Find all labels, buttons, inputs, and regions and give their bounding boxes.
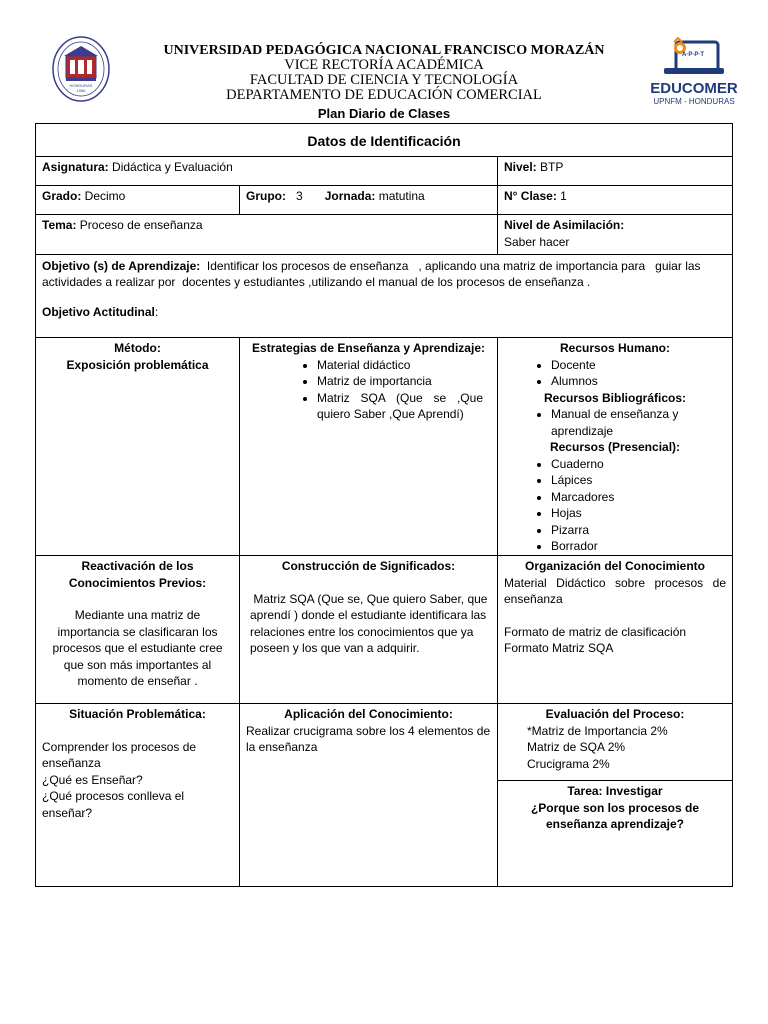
university-name: UNIVERSIDAD PEDAGÓGICA NACIONAL FRANCISCO MORAZÁN (163, 43, 605, 58)
logo-badge-text: A·P·P·T (682, 52, 704, 58)
metodo-cell (35, 337, 240, 556)
estrategia-item: • Material didáctico (317, 357, 483, 374)
recursos-humano-label: Recursos Humano: (559, 341, 671, 355)
asignatura-cell (35, 156, 498, 186)
situacion-text: Comprender los procesos de enseñanza (42, 739, 197, 770)
seal-text-year: 1956 (76, 88, 86, 93)
situacion-question-2: ¿Qué procesos conlleva el enseñar? (42, 789, 185, 820)
vice-rectoria: VICE RECTORÍA ACADÉMICA (284, 57, 484, 73)
grupo-label: Grupo: (246, 189, 286, 203)
metodo-value: Exposición problemática (66, 357, 209, 372)
reactivacion-text: Mediante una matriz de importancia se clasificaran los procesos que el estudiante cree que son más importantes al momento de enseñar . (52, 608, 223, 688)
tema-value: Proceso de enseñanza (76, 218, 203, 232)
nivel-label: Nivel: (504, 160, 537, 174)
organizacion-text-2: Formato de matriz de clasificación (504, 624, 687, 639)
asignatura-value: Didáctica y Evaluación (108, 160, 233, 174)
evaluacion-label: Evaluación del Proceso: (545, 707, 685, 721)
tarea-label: Tarea: Investigar (567, 784, 663, 798)
jornada-value: matutina (375, 189, 425, 203)
jornada-label: Jornada: (324, 189, 376, 203)
recursos-cell (497, 337, 733, 556)
nivel-cell (497, 156, 733, 186)
aplicacion-cell (239, 703, 498, 887)
metodo-label: Método: (114, 341, 161, 355)
objetivo-aprendizaje-label: Objetivo (s) de Aprendizaje: (42, 259, 201, 273)
recurso-item: • Borrador (551, 538, 726, 555)
tarea-cell (497, 780, 733, 887)
construccion-text: Matriz SQA (Que se, Que quiero Saber, que aprendí ) donde el estudiante identificara las relaciones entre los conocimientos que ya poseen y los que van a adquirir. (250, 591, 491, 655)
organizacion-cell (497, 555, 733, 704)
clase-cell (497, 185, 733, 215)
department-name: DEPARTAMENTO DE EDUCACIÓN COMERCIAL (226, 87, 542, 103)
situacion-question-1: ¿Qué es Enseñar? (42, 772, 143, 787)
plan-title: Plan Diario de Clases (317, 106, 451, 121)
objetivo-aprendizaje-value: Identificar los procesos de enseñanza , aplicando una matriz de importancia para guiar las actividades a realizar por docentes y estudiantes ,utilizando el manual de los procesos de enseñanza . (42, 259, 704, 289)
tarea-text: ¿Porque son los procesos de enseñanza aprendizaje? (530, 800, 700, 831)
aplicacion-text: Realizar crucigrama sobre los 4 elementos de la enseñanza (246, 723, 491, 754)
nivel-value: BTP (536, 160, 564, 174)
evaluacion-cell (497, 703, 733, 781)
situacion-cell (35, 703, 240, 887)
objetivo-actitudinal-colon: : (154, 305, 159, 319)
recursos-presencial-label: Recursos (Presencial): (549, 440, 681, 454)
construccion-label: Construcción de Significados: (281, 559, 456, 573)
recurso-item: • Pizarra (551, 522, 726, 539)
evaluacion-item: Crucigrama 2% (527, 756, 610, 771)
tema-label: Tema: (42, 218, 77, 232)
construccion-cell (239, 555, 498, 704)
recurso-item: • Alumnos (551, 373, 726, 390)
recurso-item: • Cuaderno (551, 456, 726, 473)
estrategias-label: Estrategias de Enseñanza y Aprendizaje: (252, 341, 485, 355)
recurso-item: • Marcadores (551, 489, 726, 506)
grado-cell (35, 185, 240, 215)
reactivacion-cell (35, 555, 240, 704)
objetivos-cell (35, 254, 733, 338)
reactivacion-label: Reactivación de los Conocimientos Previos: (68, 559, 207, 590)
asimilacion-label: Nivel de Asimilación: (504, 218, 625, 232)
recurso-item: • Manual de enseñanza y aprendizaje (551, 406, 726, 439)
objetivo-actitudinal-label: Objetivo Actitudinal (42, 305, 155, 319)
logo-name: EDUCOMER (650, 80, 738, 97)
evaluacion-item: *Matriz de Importancia 2% (527, 723, 668, 738)
situacion-label: Situación Problemática: (69, 707, 206, 721)
organizacion-label: Organización del Conocimiento (524, 559, 706, 573)
estrategias-cell (239, 337, 498, 556)
tema-cell (35, 214, 498, 255)
asimilacion-value: Saber hacer (504, 234, 570, 249)
organizacion-text-1: Material Didáctico sobre procesos de enseñanza (504, 575, 726, 606)
recurso-item: • Docente (551, 357, 726, 374)
estrategia-item: • Matriz SQA (Que se ,Que quiero Saber ,Que Aprendí) (317, 390, 483, 423)
grado-label: Grado: (42, 189, 82, 203)
seal-text-honduras: HONDURAS (69, 83, 93, 88)
aplicacion-label: Aplicación del Conocimiento: (284, 707, 453, 721)
grado-value: Decimo (81, 189, 126, 203)
asignatura-label: Asignatura: (42, 160, 109, 174)
evaluacion-item: Matriz de SQA 2% (527, 740, 626, 754)
section-title: Datos de Identificación (35, 123, 733, 157)
organizacion-text-3: Formato Matriz SQA (504, 641, 614, 655)
recurso-item: • Lápices (551, 472, 726, 489)
clase-label: N° Clase: (504, 189, 557, 203)
asimilacion-cell (497, 214, 733, 255)
logo-subtitle: UPNFM - HONDURAS (653, 97, 735, 106)
estrategia-item: • Matriz de importancia (317, 373, 483, 390)
faculty-name: FACULTAD DE CIENCIA Y TECNOLOGÍA (249, 72, 519, 88)
grupo-value: 3 (286, 189, 303, 203)
grupo-jornada-cell (239, 185, 498, 215)
clase-value: 1 (556, 189, 567, 203)
recurso-item: • Hojas (551, 505, 726, 522)
recursos-biblio-label: Recursos Bibliográficos: (543, 390, 687, 405)
